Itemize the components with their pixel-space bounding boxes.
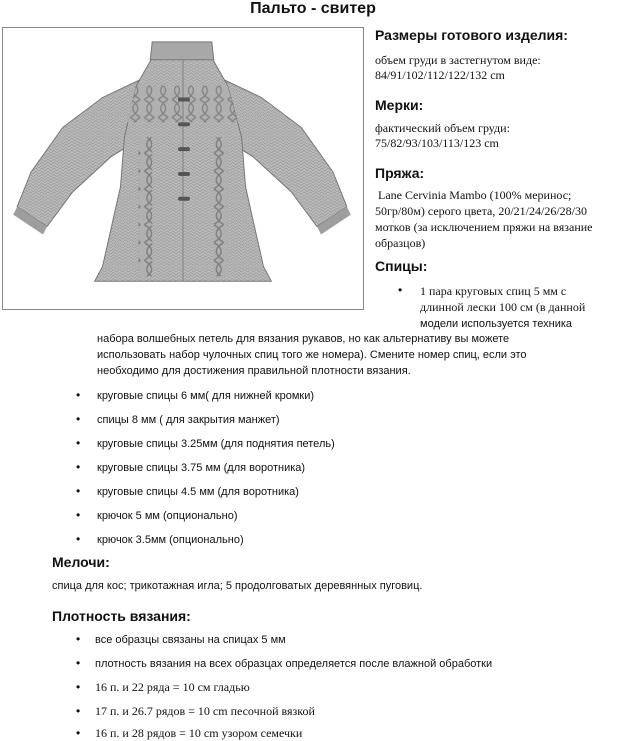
bullet-icon: •: [398, 283, 403, 297]
needle-item: спицы 8 мм ( для закрытия манжет): [97, 414, 280, 426]
sizes-heading: Размеры готового изделия:: [375, 27, 568, 43]
needle-item: круговые спицы 3.75 мм (для воротника): [97, 462, 306, 474]
gauge-item: 17 п. и 26.7 рядов = 10 cm песочной вязкой: [95, 704, 315, 718]
measures-line1: фактический объем груди:: [375, 121, 510, 135]
gauge-item: все образцы связаны на спицах 5 мм: [95, 634, 286, 646]
yarn-line2: 50гр/80м) серого цвета, 20/21/24/26/28/30: [375, 204, 587, 218]
bullet-icon: •: [76, 484, 81, 498]
gauge-item: плотность вязания на всех образцах определяется после влажной обработки: [95, 658, 493, 670]
measures-heading: Мерки:: [375, 97, 424, 113]
bullet-icon: •: [76, 704, 81, 718]
needles-first-line2: длинной лески 100 см (в данной: [420, 300, 586, 314]
needles-first-line3: модели используется техника: [420, 318, 573, 330]
yarn-heading: Пряжа:: [375, 165, 425, 181]
yarn-line4: образцов): [375, 236, 426, 250]
gauge-item: 16 п. и 22 ряда = 10 см гладью: [95, 680, 250, 694]
page-title: Пальто - свитер: [250, 0, 376, 17]
needle-item: круговые спицы 4.5 мм (для воротника): [97, 486, 299, 498]
yarn-line3: мотков (за исключением пряжи на вязание: [375, 220, 593, 234]
bullet-icon: •: [76, 508, 81, 522]
bullet-icon: •: [76, 726, 81, 740]
yarn-line1: Lane Cervinia Mambo (100% меринос;: [378, 188, 572, 202]
bullet-icon: •: [76, 632, 81, 646]
needle-item: круговые спицы 3.25мм (для поднятия петель): [97, 438, 335, 450]
bullet-icon: •: [76, 656, 81, 670]
needle-item: крючок 3.5мм (опционально): [97, 534, 244, 546]
notions-text: спица для кос; трикотажная игла; 5 продолговатых деревянных пуговиц.: [52, 580, 423, 592]
bullet-icon: •: [76, 460, 81, 474]
bullet-icon: •: [76, 436, 81, 450]
sizes-line2: 84/91/102/112/122/132 cm: [375, 68, 505, 82]
bullet-icon: •: [76, 412, 81, 426]
needles-cont1: набора волшебных петель для вязания рукавов, но как альтернативу вы можете: [97, 333, 510, 345]
needles-heading: Спицы:: [375, 258, 428, 274]
gauge-item: 16 п. и 28 рядов = 10 cm узором семечки: [95, 726, 303, 740]
needle-item: круговые спицы 6 мм( для нижней кромки): [97, 390, 315, 402]
bullet-icon: •: [76, 680, 81, 694]
needles-first-line1: 1 пара круговых спиц 5 мм с: [420, 284, 567, 298]
notions-heading: Мелочи:: [52, 554, 110, 570]
coat-photo: [2, 27, 364, 310]
needles-cont2: использовать набор чулочных спиц того же номера). Смените номер спиц, если это: [97, 349, 527, 361]
measures-line2: 75/82/93/103/113/123 cm: [375, 136, 499, 150]
sizes-line1: объем груди в застегнутом виде:: [375, 53, 541, 67]
bullet-icon: •: [76, 388, 81, 402]
bullet-icon: •: [76, 532, 81, 546]
needle-item: крючок 5 мм (опционально): [97, 510, 238, 522]
needles-cont3: необходимо для достижения правильной плотности вязания.: [97, 365, 411, 377]
gauge-heading: Плотность вязания:: [52, 608, 191, 624]
